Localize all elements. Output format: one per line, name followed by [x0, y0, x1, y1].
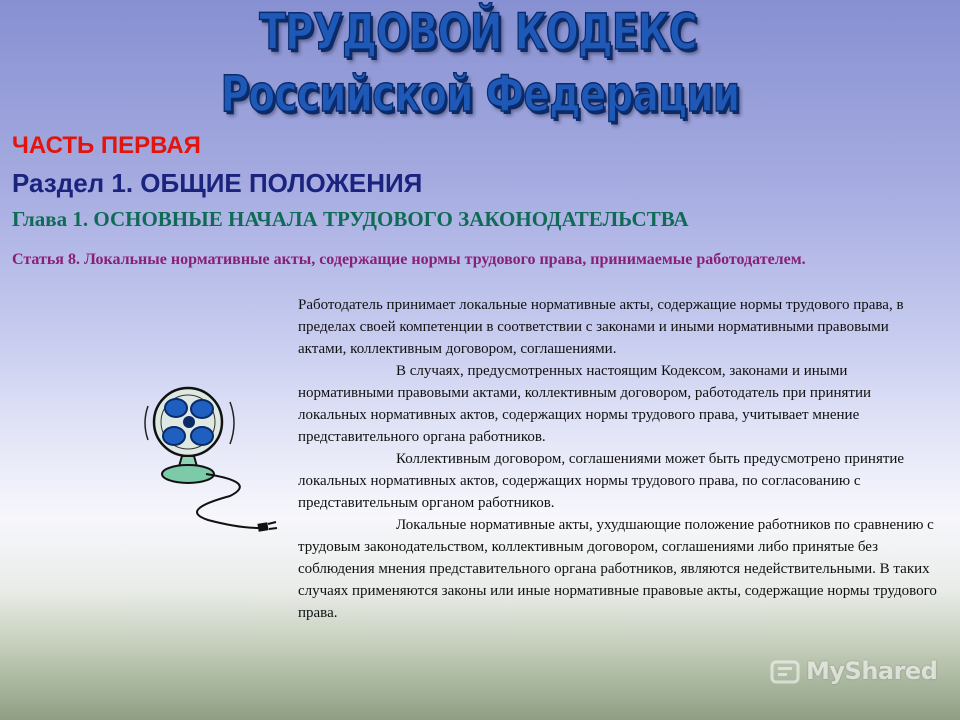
chapter-heading: Глава 1. ОСНОВНЫЕ НАЧАЛА ТРУДОВОГО ЗАКОНОДАТЕЛЬСТВА: [12, 207, 689, 231]
slide-title: [0, 0, 960, 122]
title-line-2: Российской Федерации: [220, 65, 740, 123]
watermark-text: MyShared: [806, 657, 938, 685]
part-heading: ЧАСТЬ ПЕРВАЯ: [12, 132, 201, 159]
electric-fan-icon: [138, 378, 288, 548]
watermark: [770, 656, 937, 686]
section-heading: Раздел 1. ОБЩИЕ ПОЛОЖЕНИЯ: [12, 168, 423, 198]
paragraph: В случаях, предусмотренных настоящим Кодексом, законами и иными нормативными правовыми актами, коллективным договором, работодатель при принятии локальных нормативных актов, содержащих нормы трудового права, учитывает мнение представительного органа работников.: [298, 363, 872, 445]
article-body: [298, 294, 938, 624]
article-heading: Статья 8. Локальные нормативные акты, содержащие нормы трудового права, принимаемые работодателем.: [12, 251, 806, 268]
myshared-logo-icon: [770, 656, 800, 686]
paragraph: Коллективным договором, соглашениями может быть предусмотрено принятие локальных нормативных актов, содержащих нормы трудового права, по согласованию с представительным органом работников.: [298, 451, 905, 511]
title-line-1: ТРУДОВОЙ КОДЕКС: [259, 3, 697, 61]
paragraph: Работодатель принимает локальные нормативные акты, содержащие нормы трудового права, в пределах своей компетенции в соответствии с законами и иными нормативными правовыми актами, коллективным договором, соглашениями.: [298, 297, 904, 357]
paragraph: Локальные нормативные акты, ухудшающие положение работников по сравнению с трудовым законодательством, коллективным договором, соглашениями либо принятые без соблюдения мнения представительного органа работников, являются недействительными. В таких случаях применяются законы или иные нормативные правовые акты, содержащие нормы трудового права.: [298, 517, 937, 621]
